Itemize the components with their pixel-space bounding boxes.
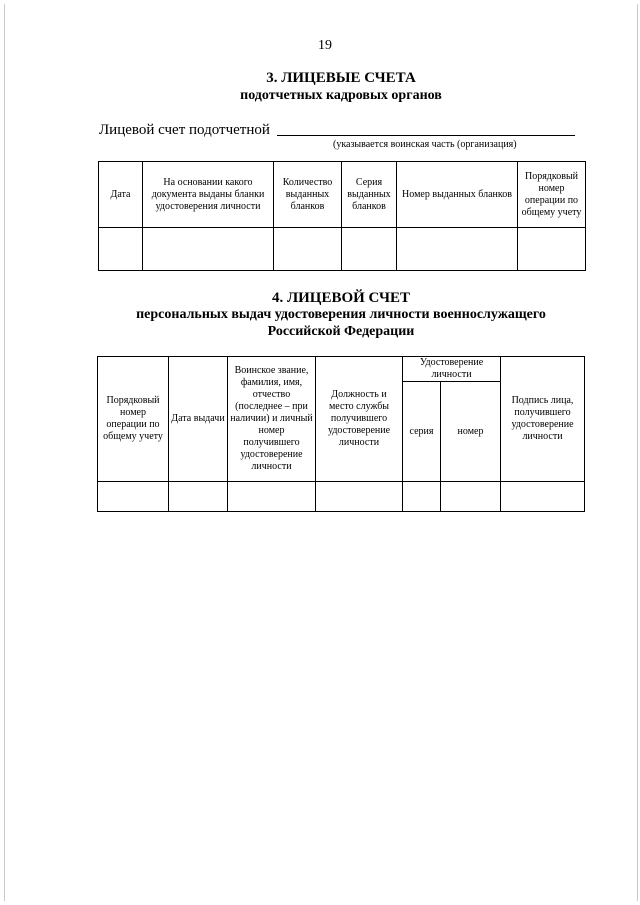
section-4-subtitle-line-1: персональных выдач удостоверения личности военнослужащего <box>136 307 546 322</box>
section-3-subtitle: подотчетных кадровых органов <box>240 88 442 103</box>
table-cell[interactable] <box>98 482 169 512</box>
section-4-subtitle-line-2: Российской Федерации <box>267 324 415 339</box>
table-row <box>98 482 585 512</box>
table-cell[interactable] <box>441 482 501 512</box>
page-number: 19 <box>318 38 332 53</box>
column-header: Воинское звание, фамилия, имя, отчество (последнее – при наличии) и личный номер получившего удостоверение личности <box>228 357 316 482</box>
account-label: Лицевой счет подотчетной <box>99 122 270 138</box>
table-cell[interactable] <box>518 228 586 271</box>
table-cell[interactable] <box>143 228 274 271</box>
table-row <box>99 228 586 271</box>
account-fill-line[interactable] <box>277 135 575 136</box>
section-3-title: 3. ЛИЦЕВЫЕ СЧЕТА <box>266 70 416 86</box>
table-cell[interactable] <box>228 482 316 512</box>
column-header: Серия выданных бланков <box>342 162 397 228</box>
table-cell[interactable] <box>274 228 342 271</box>
column-header: На основании какого документа выданы бланки удостоверения личности <box>143 162 274 228</box>
account-hint: (указывается воинская часть (организация) <box>333 139 517 150</box>
column-header: Номер выданных бланков <box>397 162 518 228</box>
section-4-table <box>97 356 585 512</box>
table-cell[interactable] <box>99 228 143 271</box>
column-header-group: Удостоверение личности <box>403 357 501 382</box>
column-header: Дата выдачи <box>169 357 228 482</box>
column-subheader: серия <box>403 382 441 482</box>
column-header: Порядковый номер операции по общему учету <box>98 357 169 482</box>
table-cell[interactable] <box>403 482 441 512</box>
column-header: Должность и место службы получившего удостоверение личности <box>316 357 403 482</box>
column-header: Порядковый номер операции по общему учету <box>518 162 586 228</box>
section-3-table <box>98 161 586 271</box>
column-header: Подпись лица, получившего удостоверение личности <box>501 357 585 482</box>
column-header: Количество выданных бланков <box>274 162 342 228</box>
column-subheader: номер <box>441 382 501 482</box>
table-cell[interactable] <box>397 228 518 271</box>
table-cell[interactable] <box>342 228 397 271</box>
table-cell[interactable] <box>169 482 228 512</box>
table-header-row <box>99 162 586 228</box>
table-cell[interactable] <box>501 482 585 512</box>
page-frame <box>4 4 638 901</box>
table-cell[interactable] <box>316 482 403 512</box>
table-header-row <box>98 357 585 382</box>
column-header: Дата <box>99 162 143 228</box>
section-4-title: 4. ЛИЦЕВОЙ СЧЕТ <box>271 290 411 306</box>
